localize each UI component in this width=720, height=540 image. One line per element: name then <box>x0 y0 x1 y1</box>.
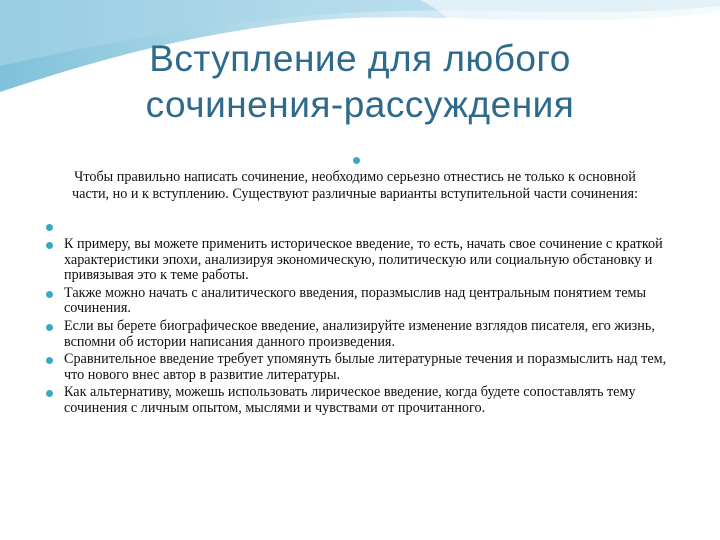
title-line-2: сочинения-рассуждения <box>145 84 575 125</box>
list-item <box>0 286 720 317</box>
list-item-text: Как альтернативу, можешь использовать лирическое введение, когда будете сопоставлять тему сочинения с личным опытом, мыслями и чувствами от прочитанного. <box>64 384 636 416</box>
bullet-icon <box>46 324 53 331</box>
list-item-text: К примеру, вы можете применить историческое введение, то есть, начать свое сочинение с краткой характеристики эпохи, анализируя экономическую, политическую или социальную обстановку и привязывая это к теме работы. <box>64 236 663 284</box>
list-item-text: Также можно начать с аналитического введения, поразмыслив над центральным понятием темы сочинения. <box>64 284 646 317</box>
title-line-1: Вступление для любого <box>149 38 571 79</box>
bullet-icon <box>46 224 53 231</box>
intro-paragraph: Чтобы правильно написать сочинение, необходимо серьезно отнестись не только к основной части, но и к вступлению. Существуют различные варианты вступительной части сочинения: <box>72 169 638 202</box>
bullet-icon <box>46 242 53 249</box>
list-item <box>0 237 720 284</box>
bullet-icon <box>46 390 53 397</box>
bullet-icon <box>46 291 53 298</box>
list-item <box>0 219 720 235</box>
bullet-icon <box>353 157 360 164</box>
list-item-text: Сравнительное введение требует упомянуть былые литературные течения и поразмыслить над тем, что нового внес автор в развитие литературы. <box>64 351 667 383</box>
list-item <box>0 385 720 416</box>
list-item <box>0 319 720 350</box>
bullet-list <box>0 219 720 419</box>
slide-title <box>0 36 720 128</box>
bullet-icon <box>46 357 53 364</box>
list-item-text: Если вы берете биографическое введение, анализируйте изменение взглядов писателя, его жизнь, вспомни об истории написания данного произведения. <box>64 317 655 350</box>
list-item <box>0 352 720 383</box>
